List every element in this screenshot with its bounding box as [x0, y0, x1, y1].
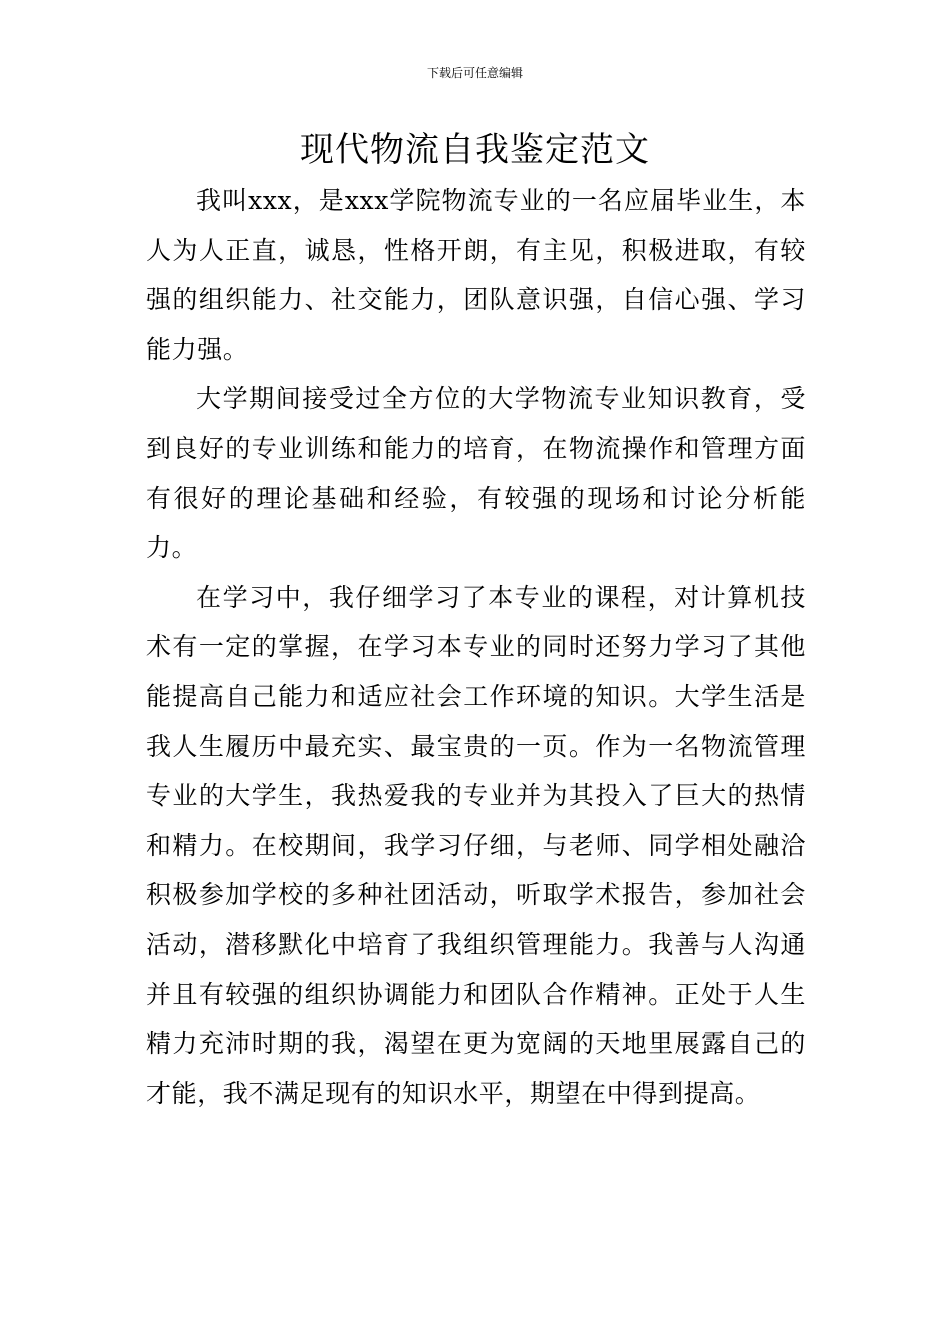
- header-note: 下载后可任意编辑: [426, 66, 523, 80]
- document-title: 现代物流自我鉴定范文: [300, 130, 650, 170]
- paragraph-2: 大学期间接受过全方位的大学物流专业知识教育，受到良好的专业训练和能力的培育，在物流操作和管理方面有很好的理论基础和经验，有较强的现场和讨论分析能力。: [146, 384, 806, 563]
- paragraph-1: 我叫xxx，是xxx学院物流专业的一名应届毕业生，本人为人正直，诚恳，性格开朗，有主见，积极进取，有较强的组织能力、社交能力，团队意识强，自信心强、学习能力强。: [146, 186, 806, 364]
- document-body: [146, 176, 806, 1118]
- paragraph-3: 在学习中，我仔细学习了本专业的课程，对计算机技术有一定的掌握，在学习本专业的同时还努力学习了其他能提高自己能力和适应社会工作环境的知识。大学生活是我人生履历中最充实、最宝贵的一页。作为一名物流管理专业的大学生，我热爱我的专业并为其投入了巨大的热情和精力。在校期间，我学习仔细，与老师、同学相处融洽积极参加学校的多种社团活动，听取学术报告，参加社会活动，潜移默化中培育了我组织管理能力。我善与人沟通并且有较强的组织协调能力和团队合作精神。正处于人生精力充沛时期的我，渴望在更为宽阔的天地里展露自己的才能，我不满足现有的知识水平，期望在中得到提高。: [146, 582, 806, 1108]
